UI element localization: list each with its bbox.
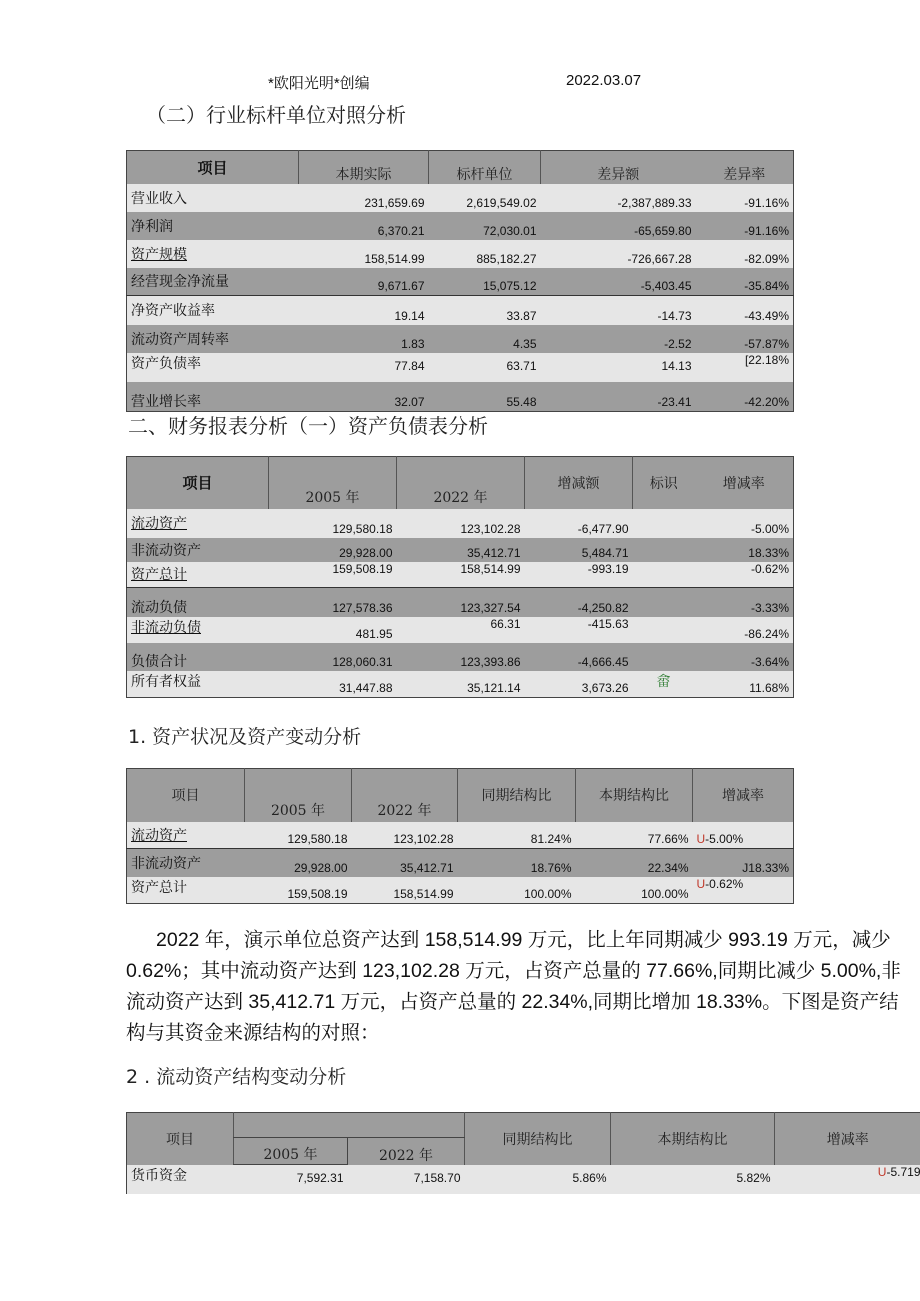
column-header: 标杆单位 — [429, 151, 541, 184]
row-label: 流动资产周转率 — [131, 331, 229, 348]
column-header: 同期结构比 — [458, 769, 576, 822]
table-row — [127, 671, 794, 698]
cell: 72,030.01 — [483, 223, 537, 238]
column-header: 项目 — [166, 1131, 194, 1148]
table-row — [127, 325, 794, 353]
cell: 885,182.27 — [476, 251, 537, 266]
cell: 123,393.86 — [460, 654, 521, 669]
table-row — [127, 617, 794, 643]
column-header: 项目 — [171, 788, 200, 805]
column-header: 标识 — [633, 457, 695, 509]
cell: 1.83 — [401, 336, 425, 351]
cell: 81.24% — [530, 832, 572, 846]
table-row — [127, 1165, 920, 1194]
cell: 123,327.54 — [460, 600, 521, 615]
column-header: 差异额 — [541, 151, 696, 184]
cell: 18.76% — [530, 860, 572, 875]
column-header: 增减率 — [722, 475, 765, 492]
cell: 6,370.21 — [377, 223, 425, 238]
cell: -4,250.82 — [577, 600, 629, 615]
cell: 128,060.31 — [332, 654, 393, 669]
column-header: 项目 — [197, 158, 228, 177]
cell: -65,659.80 — [634, 223, 692, 238]
cell: -2,387,889.33 — [617, 195, 692, 210]
row-label: 货币资金 — [131, 1167, 187, 1184]
column-header: 增减额 — [525, 457, 633, 509]
cell-value: -5.00% — [705, 832, 744, 846]
cell: 2,619,549.02 — [466, 195, 537, 210]
column-header: 本期结构比 — [576, 769, 693, 822]
table-row — [127, 240, 794, 268]
cell — [775, 1165, 920, 1194]
column-header: 本期结构比 — [611, 1113, 775, 1165]
column-header: 2022 年 — [378, 1147, 434, 1164]
cell: -2.52 — [664, 336, 692, 351]
cell: 127,578.36 — [332, 600, 393, 615]
cell-value: -5.719 — [886, 1164, 920, 1179]
cell: -43.49% — [744, 308, 789, 323]
column-header: 2005 年 — [234, 1138, 348, 1165]
cell: 15,075.12 — [483, 279, 537, 293]
cell: -42.20% — [744, 395, 789, 409]
cell: 5.86% — [572, 1171, 607, 1185]
table-row — [127, 212, 794, 240]
cell: 19.14 — [394, 308, 425, 323]
cell — [693, 822, 794, 849]
row-label: 流动资产 — [131, 827, 187, 844]
cell: 481.95 — [355, 626, 393, 641]
cell: 100.00% — [524, 887, 572, 901]
cell: 231,659.69 — [364, 195, 425, 210]
cell: 100.00% — [641, 887, 689, 901]
cell: -23.41 — [657, 395, 692, 409]
cell: -57.87% — [744, 336, 789, 351]
cell: 159,508.19 — [287, 887, 348, 901]
row-label: 流动负债 — [131, 599, 187, 616]
row-label: 净利润 — [131, 218, 173, 235]
cell — [693, 849, 794, 877]
cell — [633, 643, 695, 671]
u-mark: U — [696, 876, 706, 891]
column-header: 2005 年 — [245, 769, 352, 822]
row-label: 经营现金净流量 — [131, 274, 229, 291]
cell — [633, 538, 695, 562]
cell: 7,158.70 — [413, 1171, 461, 1185]
cell: -415.63 — [587, 616, 629, 631]
benchmark-table — [126, 150, 794, 412]
cell — [633, 562, 695, 588]
column-header: 2022 年 — [352, 769, 458, 822]
balance-sheet-table — [126, 456, 794, 698]
section3-title: 1. 资产状况及资产变动分析 — [128, 726, 362, 748]
table-header-row — [127, 1113, 920, 1138]
cell: 29,928.00 — [294, 860, 348, 875]
row-label: 资产负债率 — [131, 355, 201, 372]
table-row — [127, 268, 794, 296]
table-row — [127, 353, 794, 382]
row-label: 资产总计 — [131, 567, 187, 584]
cell: -726,667.28 — [627, 251, 692, 266]
cell — [693, 877, 794, 904]
cell: -5,403.45 — [640, 279, 692, 293]
table-row — [127, 562, 794, 588]
current-assets-table — [126, 1112, 920, 1194]
cell — [633, 588, 695, 617]
cell: 158,514.99 — [460, 561, 521, 576]
column-header: 2022 年 — [397, 457, 525, 509]
row-label: 营业收入 — [131, 190, 187, 207]
cell: 18.33% — [748, 545, 789, 560]
table-row — [127, 588, 794, 617]
cell: 123,102.28 — [393, 832, 454, 846]
cell: 4.35 — [513, 336, 537, 351]
cell: -91.16% — [744, 223, 789, 238]
cell: 129,580.18 — [287, 832, 348, 846]
row-label: 负债合计 — [131, 653, 187, 670]
table-row — [127, 184, 794, 212]
row-label: 非流动资产 — [131, 855, 201, 872]
section2-title: 二、财务报表分析（一）资产负债表分析 — [128, 414, 488, 438]
cell: -6,477.90 — [577, 521, 629, 536]
table-header-row — [127, 457, 794, 509]
table-row — [127, 849, 794, 877]
column-header: 增减率 — [693, 769, 794, 822]
cell: -86.24% — [744, 626, 789, 641]
cell: 159,508.19 — [332, 561, 393, 576]
table-row — [127, 643, 794, 671]
cell: -0.62% — [750, 561, 789, 576]
cell: -35.84% — [744, 279, 789, 293]
cell: -91.16% — [744, 195, 789, 210]
cell: 31,447.88 — [339, 681, 393, 695]
table-row — [127, 296, 794, 325]
column-header: 本期实际 — [299, 151, 429, 184]
cell: 123,102.28 — [460, 521, 521, 536]
cell: 63.71 — [506, 359, 537, 373]
cell: [22.18% — [744, 352, 789, 367]
row-label: 营业增长率 — [131, 394, 201, 410]
cell: -3.64% — [750, 654, 789, 669]
table-header-row — [127, 151, 794, 184]
cell: 33.87 — [506, 308, 537, 323]
cell: 32.07 — [394, 395, 425, 409]
row-label: 净资产收益率 — [131, 303, 215, 320]
cell: -993.19 — [587, 561, 629, 576]
u-mark: U — [696, 832, 706, 846]
cell: -4,666.45 — [577, 654, 629, 669]
cell — [633, 617, 695, 643]
cell: 77.84 — [394, 359, 425, 373]
cell: 22.34% — [647, 860, 689, 875]
row-label: 所有者权益 — [131, 673, 201, 690]
cell — [633, 509, 695, 538]
row-label: 非流动资产 — [131, 542, 201, 559]
author-line: *欧阳光明*创编 — [268, 75, 370, 92]
table-row — [127, 382, 794, 412]
cell: -3.33% — [750, 600, 789, 615]
cell: 66.31 — [490, 616, 521, 631]
cell: 11.68% — [749, 681, 789, 695]
table-header-row — [127, 769, 794, 822]
table-row — [127, 509, 794, 538]
cell: 35,412.71 — [467, 545, 521, 560]
u-mark: U — [877, 1164, 887, 1179]
section4-title: 2 . 流动资产结构变动分析 — [126, 1066, 347, 1088]
row-label: 流动资产 — [131, 516, 187, 532]
column-header: 2005 年 — [269, 457, 397, 509]
table-row — [127, 877, 794, 904]
row-label: 资产总计 — [131, 879, 187, 896]
column-header: 增减率 — [775, 1113, 920, 1165]
cell: 7,592.31 — [296, 1171, 344, 1186]
date-line: 2022.03.07 — [566, 72, 642, 89]
table-row — [127, 538, 794, 562]
column-header: 项目 — [182, 474, 213, 493]
column-header: 同期结构比 — [465, 1113, 611, 1165]
cell: -82.09% — [744, 251, 789, 266]
cell: 3,673.26 — [581, 681, 629, 695]
cell-value: -0.62% — [705, 876, 744, 891]
asset-status-table — [126, 768, 794, 904]
cell: 35,412.71 — [400, 860, 454, 875]
row-label: 资产规模 — [131, 246, 187, 263]
cell: 5.82% — [736, 1171, 771, 1185]
section1-title: （二）行业标杆单位对照分析 — [146, 103, 406, 127]
table-row — [127, 822, 794, 849]
analysis-paragraph: 2022 年，演示单位总资产达到 158,514.99 万元，比上年同期减少 993.19 万元，减少 0.62%；其中流动资产达到 123,102.28 万元，占资产总量的 77.66%,同期比减少 5.00%,非流动资产达到 35,412.71 万元，占资产总量的 22.34%,同期比增加 18.33%。下图是资产结构与其资金来源结构的对照： — [126, 929, 901, 1044]
cell: 158,514.99 — [393, 887, 454, 901]
cell: 77.66% — [647, 832, 689, 846]
cell: 29,928.00 — [339, 545, 393, 560]
cell: 14.13 — [661, 359, 692, 373]
cell: 9,671.67 — [377, 279, 425, 293]
cell: 158,514.99 — [364, 251, 425, 266]
year-header-group — [234, 1113, 465, 1138]
cell-value: J18.33% — [742, 860, 789, 875]
cell: -5.00% — [750, 521, 789, 536]
cell: 畲 — [656, 672, 671, 689]
cell: 129,580.18 — [332, 521, 393, 536]
column-header: 差异率 — [723, 166, 766, 183]
cell: 55.48 — [506, 395, 537, 409]
cell: 5,484.71 — [581, 545, 629, 560]
row-label: 非流动负债 — [131, 619, 201, 636]
cell: 35,121.14 — [467, 681, 521, 695]
cell: -14.73 — [657, 308, 692, 323]
